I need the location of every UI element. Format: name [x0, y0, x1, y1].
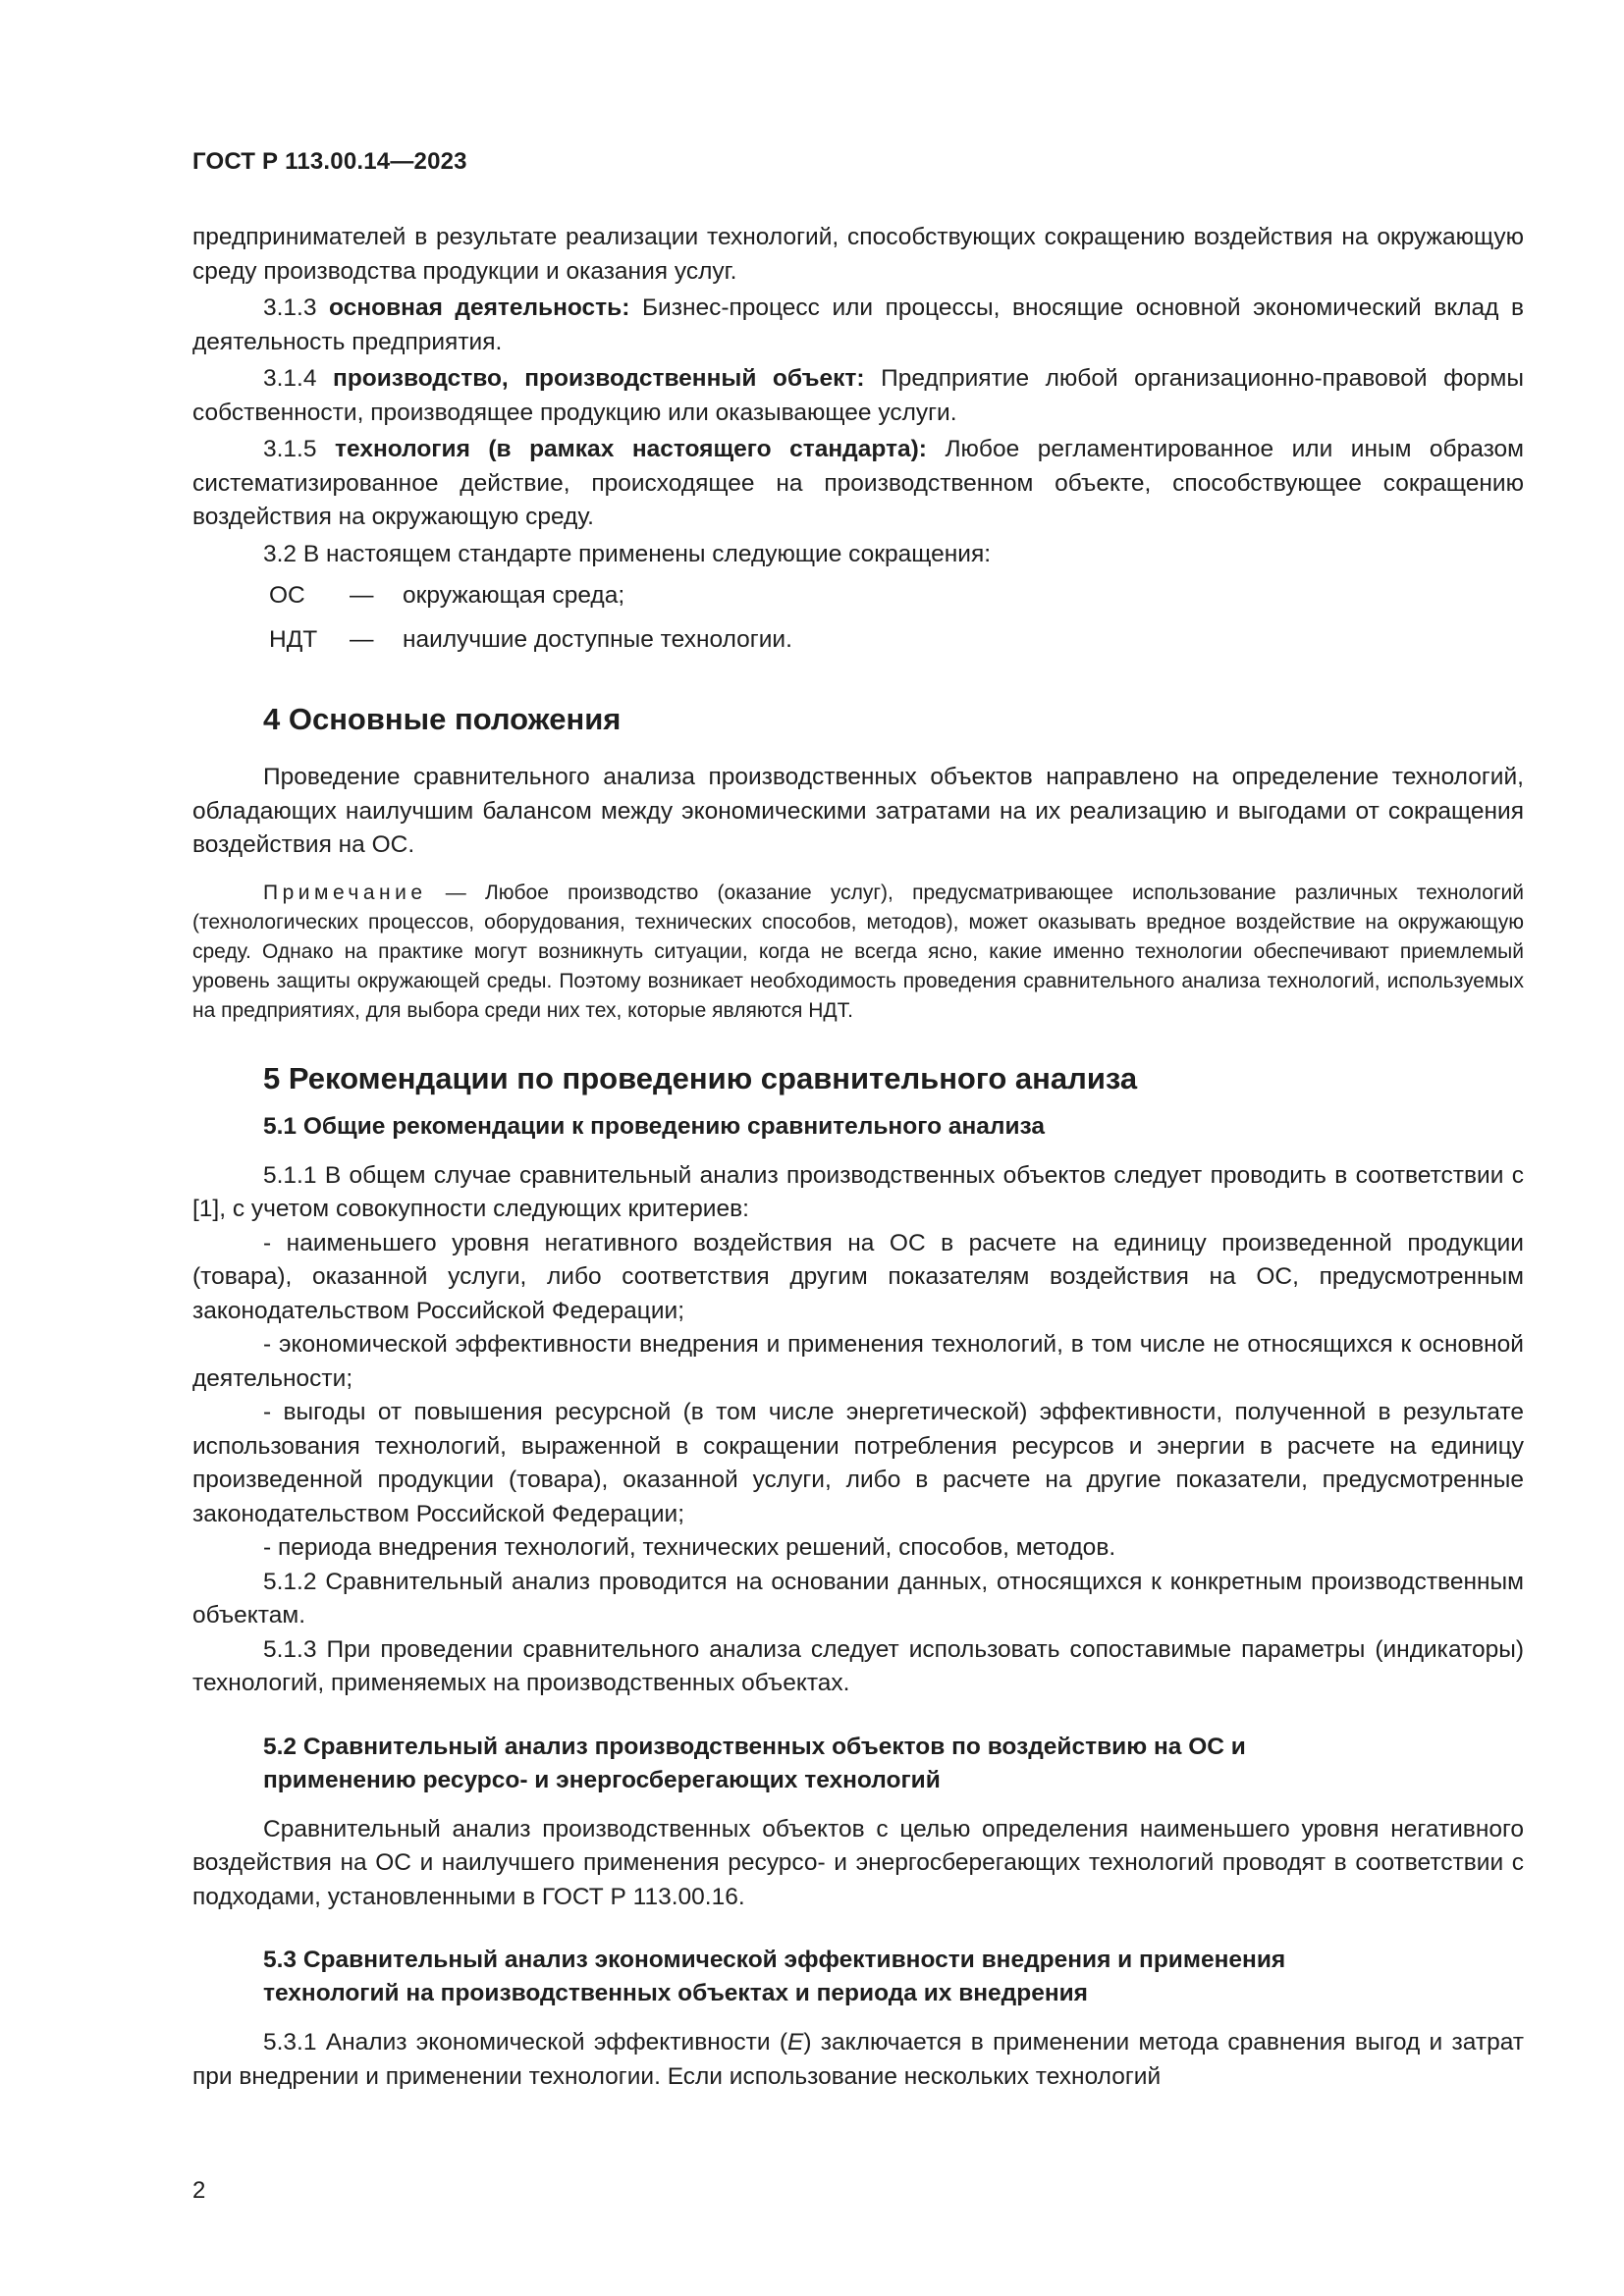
criteria-item: - экономической эффективности внедрения и применения технологий, в том числе не относящихся к основной деятельности; — [192, 1331, 1524, 1392]
clause-5-1-1: 5.1.1 В общем случае сравнительный анализ производственных объектов следует проводить в соответствии с [1], с учетом совокупности следующих критериев: — [192, 1161, 1524, 1222]
criteria-item: - выгоды от повышения ресурсной (в том числе энергетической) эффективности, полученной в результате использования технологий, выраженной в сокращении потребления ресурсов и энергии в расчете на единицу произведенной продукции (товара), оказанной услуги, либо в расчете на другие показатели, предусмотренные законодательством Российской Федерации; — [192, 1399, 1524, 1527]
clause-5-2-paragraph: Сравнительный анализ производственных объектов с целью определения наименьшего уровня негативного воздействия на ОС и наилучшего применения ресурсо- и энергосберегающих технологий проводят в соответствии с подходами, установленными в ГОСТ Р 113.00.16. — [192, 1815, 1524, 1910]
definition-text: Бизнес-процесс или процессы, вносящие основной экономический вклад в деятельность предприятия. — [192, 294, 1524, 355]
section-4-paragraph: Проведение сравнительного анализа производственных объектов направлено на определение технологий, обладающих наилучшим балансом между экономическими затратами на их реализацию и выгодами от сокращения воздействия на ОС. — [192, 764, 1524, 858]
criteria-item: - периода внедрения технологий, технических решений, способов, методов. — [263, 1534, 1116, 1561]
clause-5-3-1 — [192, 2026, 1524, 2094]
clause-5-3-1-text-b: ) заключается в применении метода сравнения выгод и затрат при внедрении и применении технологии. Если использование нескольких технологий — [192, 2029, 1525, 2090]
subsection-5-2-heading — [263, 1731, 1524, 1797]
definition-text: Любое регламентированное или иным образом систематизированное действие, происходящее на производственном объекте, способствующее сокращению воздействия на окружающую среду. — [192, 436, 1524, 530]
subsection-5-3-heading — [263, 1944, 1524, 2010]
clause-number: 3.1.4 — [263, 365, 317, 392]
abbreviation-dash: — — [350, 582, 374, 609]
page-number: 2 — [192, 2177, 206, 2204]
definition-3-1-5 — [192, 433, 1524, 535]
clause-number: 3.1.5 — [263, 436, 317, 462]
subsection-5-3-heading-line1: 5.3 Сравнительный анализ экономической эффективности внедрения и применения — [263, 1947, 1286, 1973]
subsection-5-3-heading-line2: технологий на производственных объектах и периода их внедрения — [263, 1980, 1088, 2006]
abbreviations-list — [269, 575, 792, 663]
abbreviation-row — [269, 619, 792, 664]
term: технология (в рамках настоящего стандарта): — [335, 436, 927, 462]
term: производство, производственный объект: — [333, 365, 865, 392]
note-text: — Любое производство (оказание услуг), предусматривающее использование различных технологий (технологических процессов, оборудования, технических способов, методов), может оказывать вредное воздействие на окружающую среду. Однако на практике могут возникнуть ситуации, когда не всегда ясно, какие именно технологии обеспечивают приемлемый уровень защиты окружающей среды. Поэтому возникает необходимость проведения сравнительного анализа технологий, используемых на предприятиях, для выбора среди них тех, которые являются НДТ. — [192, 881, 1524, 1022]
subsection-5-2-heading-line1: 5.2 Сравнительный анализ производственных объектов по воздействию на ОС и — [263, 1733, 1246, 1760]
note — [192, 879, 1524, 1026]
abbreviation-code: НДТ — [269, 625, 318, 653]
clause-5-1-3: 5.1.3 При проведении сравнительного анализа следует использовать сопоставимые параметры (индикаторы) технологий, применяемых на производственных объектах. — [192, 1635, 1524, 1696]
clause-5-1-2: 5.1.2 Сравнительный анализ проводится на основании данных, относящихся к конкретным производственным объектам. — [192, 1568, 1524, 1629]
section-4-heading: 4 Основные положения — [263, 702, 622, 736]
section-5-heading: 5 Рекомендации по проведению сравнительного анализа — [263, 1060, 1138, 1095]
abbreviation-dash: — — [350, 625, 374, 653]
clause-number: 3.1.3 — [263, 294, 317, 321]
definition-3-1-3 — [192, 292, 1524, 359]
abbreviation-row — [269, 575, 792, 619]
definition-text: Предприятие любой организационно-правовой формы собственности, производящее продукцию или оказывающее услуги. — [192, 365, 1524, 426]
term: основная деятельность: — [329, 294, 630, 321]
abbreviation-code: ОС — [269, 582, 305, 609]
continuation-paragraph: предпринимателей в результате реализации технологий, способствующих сокращению воздействия на окружающую среду производства продукции и оказания услуг. — [192, 224, 1524, 285]
clause-5-3-1-text-a: 5.3.1 Анализ экономической эффективности ( — [263, 2029, 787, 2056]
abbreviation-meaning: наилучшие доступные технологии. — [403, 625, 792, 653]
document-header: ГОСТ Р 113.00.14—2023 — [192, 148, 467, 175]
subsection-5-1-heading: 5.1 Общие рекомендации к проведению сравнительного анализа — [263, 1112, 1045, 1140]
clause-3-2: 3.2 В настоящем стандарте применены следующие сокращения: — [263, 540, 992, 567]
note-label: Примечание — [263, 881, 427, 904]
variable-e: E — [787, 2029, 804, 2056]
abbreviation-meaning: окружающая среда; — [403, 582, 625, 609]
definition-3-1-4 — [192, 362, 1524, 430]
subsection-5-2-heading-line2: применению ресурсо- и энергосберегающих технологий — [263, 1766, 941, 1793]
criteria-item: - наименьшего уровня негативного воздействия на ОС в расчете на единицу произведенной продукции (товара), оказанной услуги, либо соответствия другим показателям воздействия на ОС, предусмотренным законодательством Российской Федерации; — [192, 1229, 1524, 1324]
page-body — [192, 221, 1524, 2094]
